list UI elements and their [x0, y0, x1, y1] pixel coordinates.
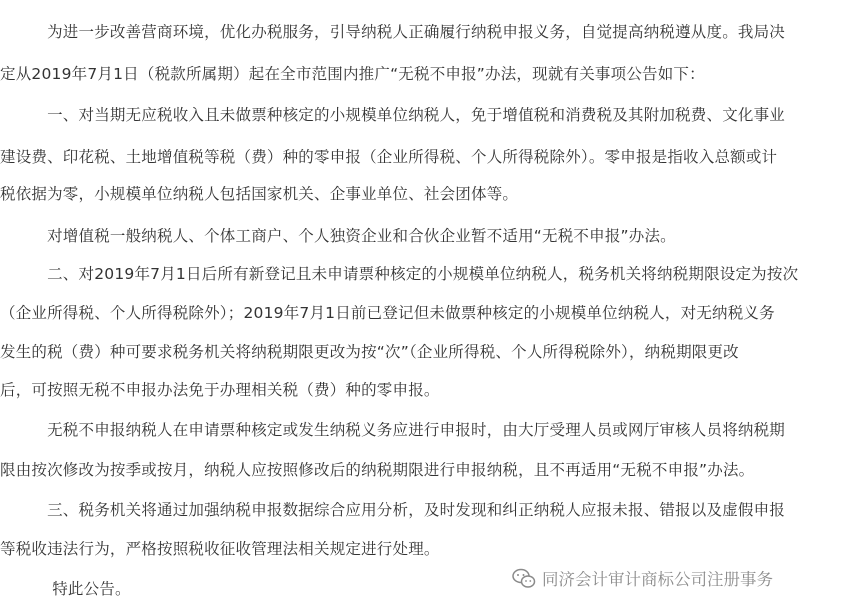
notice-line: 定从2019年7月1日（税款所属期）起在全市范围内推广“无税不申报”办法，现就有关事项公告如下：: [0, 65, 705, 83]
notice-line: 特此公告。: [0, 580, 131, 598]
wechat-watermark: [512, 566, 773, 590]
notice-line: 一、对当期无应税收入且未做票种核定的小规模单位纳税人，免于增值税和消费税及其附加税费、文化事业: [0, 106, 786, 124]
notice-line: 等税收违法行为，严格按照税收征收管理法相关规定进行处理。: [0, 540, 440, 558]
notice-line: 建设费、印花税、土地增值税等税（费）种的零申报（企业所得税、个人所得税除外）。零申报是指收入总额或计: [0, 148, 778, 166]
notice-line: 后，可按照无税不申报办法免于办理相关税（费）种的零申报。: [0, 381, 440, 399]
watermark-text: 同济会计审计商标公司注册事务: [542, 570, 773, 589]
notice-line: 为进一步改善营商环境，优化办税服务，引导纳税人正确履行纳税申报义务，自觉提高纳税遵从度。我局决: [0, 23, 786, 41]
notice-line: 三、税务机关将通过加强纳税申报数据综合应用分析，及时发现和纠正纳税人应报未报、错报以及虚假申报: [0, 501, 786, 519]
notice-line: 无税不申报纳税人在申请票种核定或发生纳税义务应进行申报时，由大厅受理人员或网厅审核人员将纳税期: [0, 421, 786, 439]
notice-line: 发生的税（费）种可要求税务机关将纳税期限更改为按“次”（企业所得税、个人所得税除外），纳税期限更改: [0, 343, 739, 361]
notice-line: 对增值税一般纳税人、个体工商户、个人独资企业和合伙企业暂不适用“无税不申报”办法。: [0, 227, 676, 245]
wechat-icon: [512, 568, 536, 589]
notice-line: 税依据为零，小规模单位纳税人包括国家机关、企事业单位、社会团体等。: [0, 185, 519, 203]
notice-line: （企业所得税、个人所得税除外）；2019年7月1日前已登记但未做票种核定的小规模单位纳税人，对无纳税义务: [0, 304, 775, 322]
notice-line: 限由按次修改为按季或按月，纳税人应按照修改后的纳税期限进行申报纳税，且不再适用“无税不申报”办法。: [0, 461, 755, 479]
notice-line: 二、对2019年7月1日后所有新登记且未申请票种核定的小规模单位纳税人，税务机关将纳税期限设定为按次: [0, 265, 799, 283]
